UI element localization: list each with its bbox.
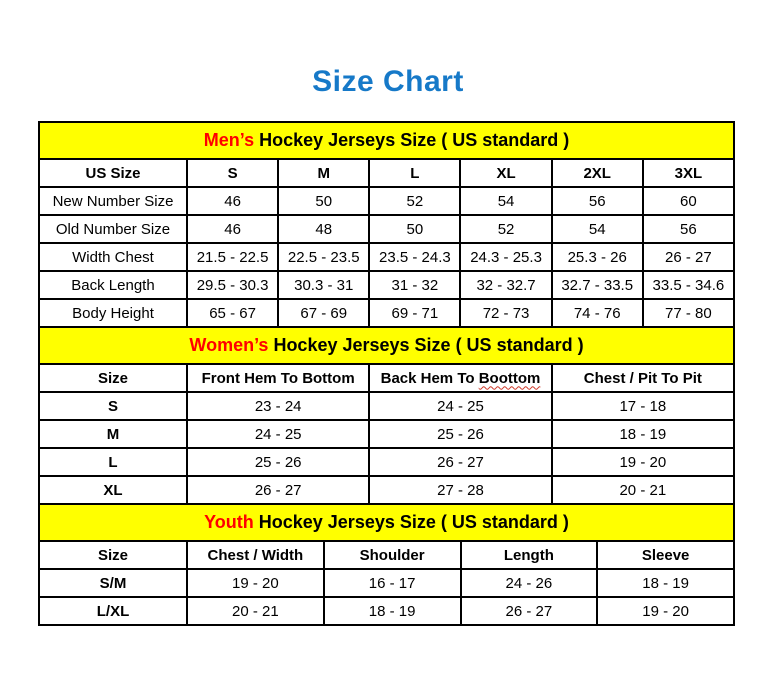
misspelled-word: Boottom [478, 369, 541, 387]
mens-size-cell: 24.3 - 25.3 [460, 243, 551, 271]
youth-size-cell: 18 - 19 [324, 597, 461, 625]
womens-caption-text: Hockey Jerseys Size ( US standard ) [268, 335, 584, 355]
mens-caption-text: Hockey Jerseys Size ( US standard ) [254, 130, 570, 150]
youth-size-cell: 24 - 26 [461, 569, 598, 597]
womens-size-table [38, 326, 735, 505]
table-row [39, 392, 734, 420]
table-row [39, 420, 734, 448]
mens-column-header: 2XL [552, 159, 643, 187]
mens-row-label: Body Height [39, 299, 187, 327]
mens-size-cell: 46 [187, 215, 278, 243]
mens-section-header [39, 122, 734, 159]
womens-size-cell: 23 - 24 [187, 392, 369, 420]
womens-row-label: M [39, 420, 187, 448]
womens-size-cell: 24 - 25 [187, 420, 369, 448]
youth-column-header: Shoulder [324, 541, 461, 569]
mens-size-cell: 56 [552, 187, 643, 215]
table-row [39, 243, 734, 271]
table-row [39, 215, 734, 243]
mens-size-cell: 54 [460, 187, 551, 215]
youth-size-cell: 19 - 20 [187, 569, 324, 597]
mens-size-cell: 22.5 - 23.5 [278, 243, 369, 271]
mens-size-cell: 32.7 - 33.5 [552, 271, 643, 299]
womens-size-cell: 27 - 28 [369, 476, 551, 504]
youth-caption-text: Hockey Jerseys Size ( US standard ) [253, 512, 569, 532]
mens-size-cell: 26 - 27 [643, 243, 734, 271]
youth-section-header [39, 504, 734, 541]
youth-caption-row [39, 504, 734, 541]
mens-row-label: Old Number Size [39, 215, 187, 243]
mens-row-label: Back Length [39, 271, 187, 299]
mens-size-cell: 67 - 69 [278, 299, 369, 327]
mens-column-header: US Size [39, 159, 187, 187]
womens-size-cell: 25 - 26 [187, 448, 369, 476]
mens-size-cell: 46 [187, 187, 278, 215]
mens-size-cell: 54 [552, 215, 643, 243]
youth-row-label: L/XL [39, 597, 187, 625]
youth-column-header: Sleeve [597, 541, 734, 569]
mens-column-header: XL [460, 159, 551, 187]
mens-column-header: L [369, 159, 460, 187]
womens-row-label: XL [39, 476, 187, 504]
mens-column-header: S [187, 159, 278, 187]
mens-size-cell: 50 [369, 215, 460, 243]
mens-caption-accent: Men’s [203, 130, 255, 150]
womens-size-cell: 20 - 21 [552, 476, 734, 504]
mens-size-cell: 21.5 - 22.5 [187, 243, 278, 271]
womens-caption-row [39, 327, 734, 364]
mens-column-header-row [39, 159, 734, 187]
womens-column-header: Front Hem To Bottom [187, 364, 369, 392]
size-chart [38, 121, 735, 626]
youth-size-cell: 26 - 27 [461, 597, 598, 625]
mens-size-cell: 69 - 71 [369, 299, 460, 327]
youth-column-header: Size [39, 541, 187, 569]
table-row [39, 597, 734, 625]
mens-size-cell: 33.5 - 34.6 [643, 271, 734, 299]
table-row [39, 569, 734, 597]
mens-caption-row [39, 122, 734, 159]
mens-column-header: 3XL [643, 159, 734, 187]
mens-row-label: Width Chest [39, 243, 187, 271]
youth-column-header: Length [461, 541, 598, 569]
youth-row-label: S/M [39, 569, 187, 597]
womens-column-header [369, 364, 551, 392]
womens-row-label: S [39, 392, 187, 420]
mens-size-cell: 30.3 - 31 [278, 271, 369, 299]
womens-row-label: L [39, 448, 187, 476]
youth-size-cell: 16 - 17 [324, 569, 461, 597]
table-row [39, 476, 734, 504]
womens-size-cell: 24 - 25 [369, 392, 551, 420]
table-row [39, 187, 734, 215]
mens-size-cell: 32 - 32.7 [460, 271, 551, 299]
mens-size-cell: 29.5 - 30.3 [187, 271, 278, 299]
mens-size-cell: 52 [460, 215, 551, 243]
youth-size-cell: 18 - 19 [597, 569, 734, 597]
mens-size-cell: 60 [643, 187, 734, 215]
mens-size-cell: 52 [369, 187, 460, 215]
youth-size-cell: 20 - 21 [187, 597, 324, 625]
mens-size-table [38, 121, 735, 328]
womens-size-cell: 19 - 20 [552, 448, 734, 476]
womens-size-cell: 17 - 18 [552, 392, 734, 420]
youth-size-cell: 19 - 20 [597, 597, 734, 625]
mens-size-cell: 72 - 73 [460, 299, 551, 327]
mens-size-cell: 77 - 80 [643, 299, 734, 327]
womens-size-cell: 26 - 27 [187, 476, 369, 504]
youth-column-header-row [39, 541, 734, 569]
youth-column-header: Chest / Width [187, 541, 324, 569]
table-row [39, 271, 734, 299]
table-row [39, 448, 734, 476]
table-row [39, 299, 734, 327]
womens-column-header: Chest / Pit To Pit [552, 364, 734, 392]
mens-size-cell: 31 - 32 [369, 271, 460, 299]
womens-size-cell: 18 - 19 [552, 420, 734, 448]
womens-size-cell: 25 - 26 [369, 420, 551, 448]
youth-caption-accent: Youth [204, 512, 254, 532]
womens-column-header-prefix: Back Hem To [380, 369, 475, 387]
womens-caption-accent: Women’s [189, 335, 269, 355]
womens-column-header-row [39, 364, 734, 392]
page-title: Size Chart [312, 65, 464, 98]
youth-size-table [38, 503, 735, 626]
mens-column-header: M [278, 159, 369, 187]
mens-row-label: New Number Size [39, 187, 187, 215]
mens-size-cell: 65 - 67 [187, 299, 278, 327]
womens-size-cell: 26 - 27 [369, 448, 551, 476]
mens-size-cell: 25.3 - 26 [552, 243, 643, 271]
mens-size-cell: 74 - 76 [552, 299, 643, 327]
mens-size-cell: 48 [278, 215, 369, 243]
mens-size-cell: 50 [278, 187, 369, 215]
womens-section-header [39, 327, 734, 364]
mens-size-cell: 23.5 - 24.3 [369, 243, 460, 271]
womens-column-header: Size [39, 364, 187, 392]
mens-size-cell: 56 [643, 215, 734, 243]
